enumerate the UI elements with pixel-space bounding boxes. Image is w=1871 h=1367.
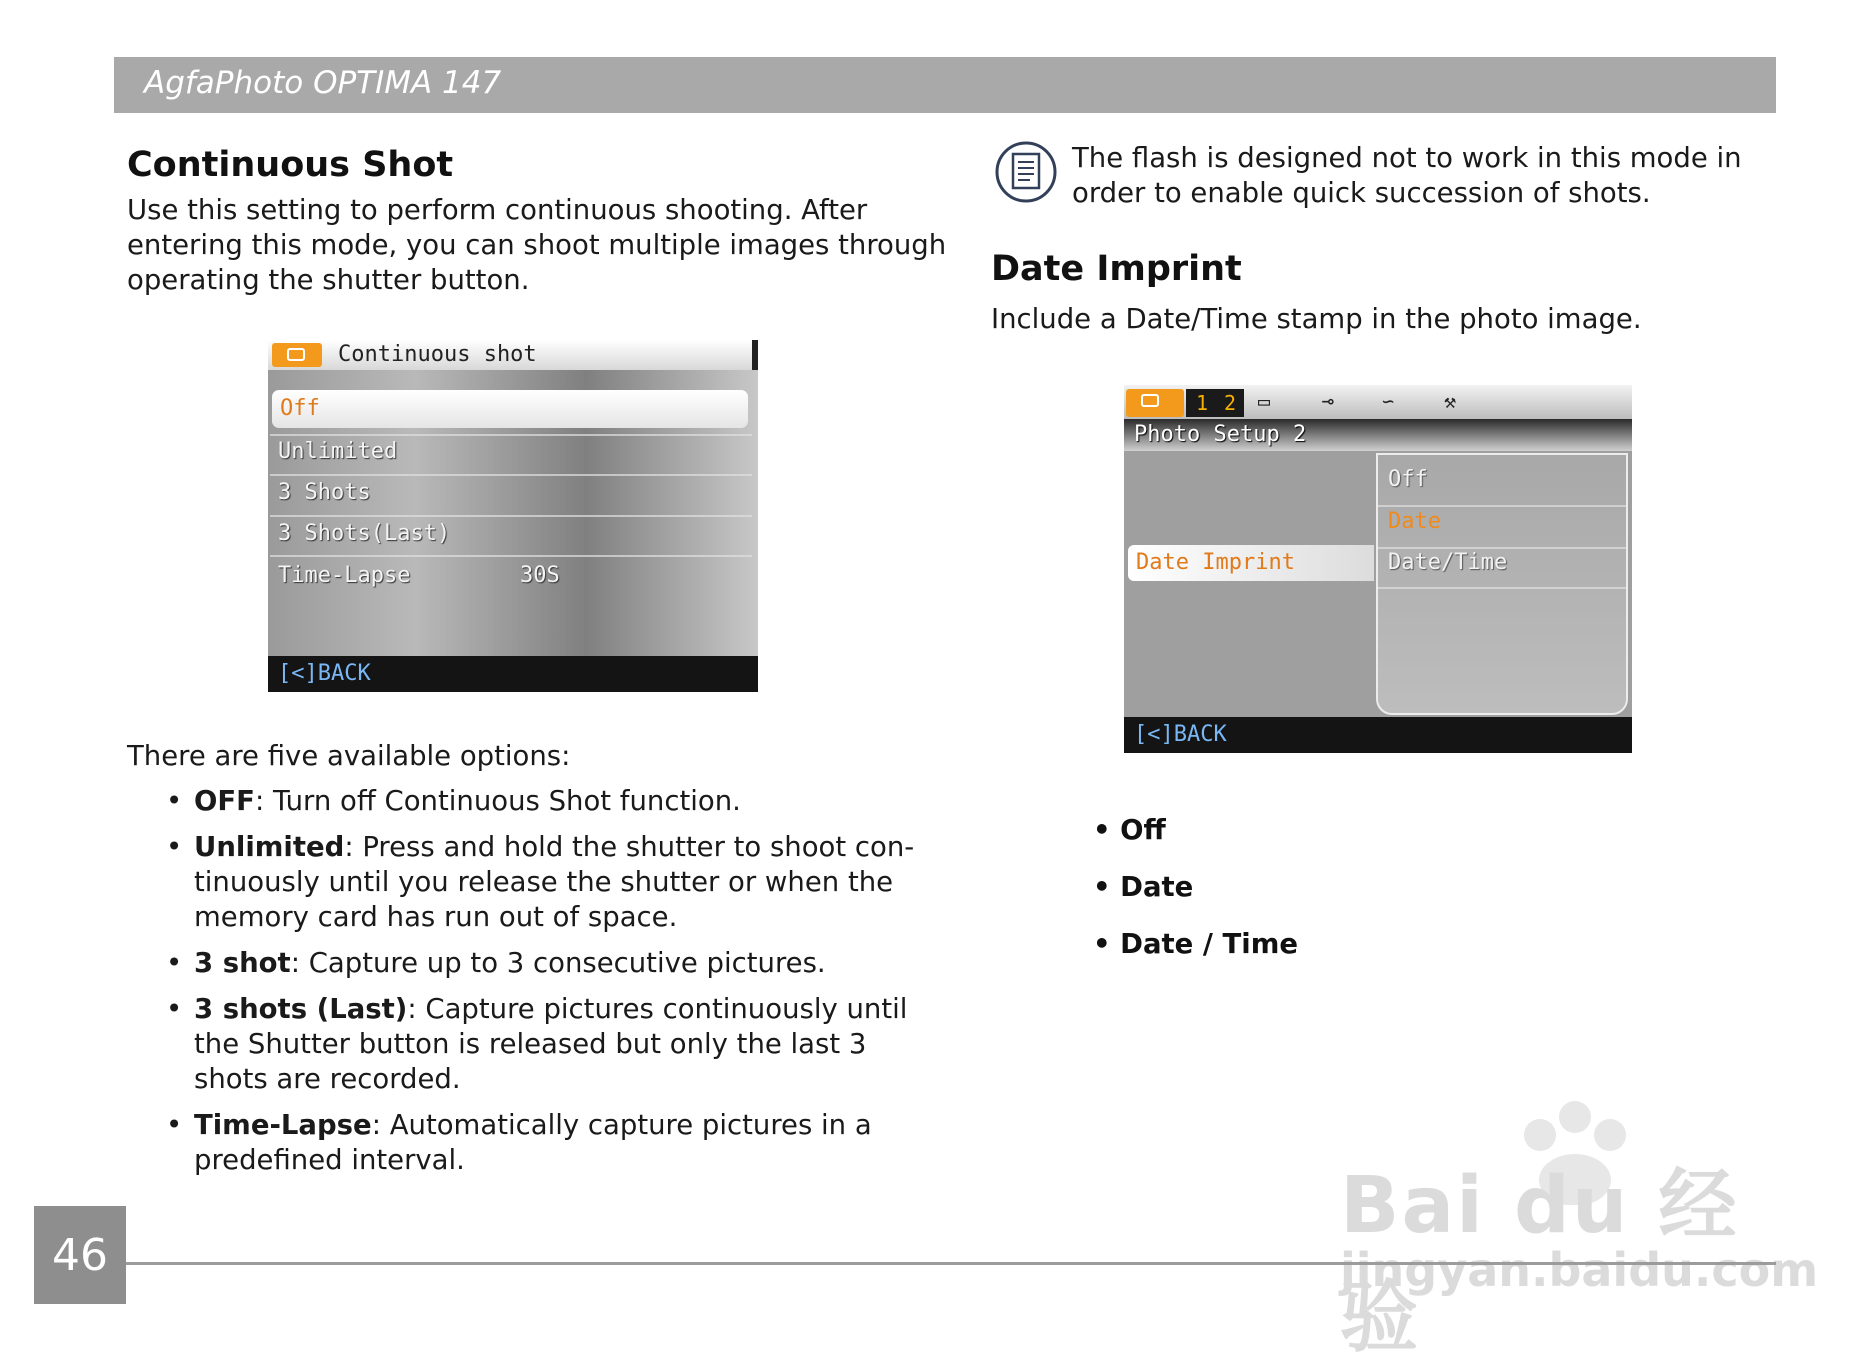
- menu-item-date-imprint: Date Imprint: [1128, 545, 1374, 581]
- continuous-shot-intro: [127, 193, 946, 298]
- date-imprint-intro: Include a Date/Time stamp in the photo image.: [991, 303, 1642, 335]
- divider: [1378, 505, 1626, 507]
- date-imprint-options-list: [1093, 813, 1298, 984]
- list-item: • Date / Time: [1093, 928, 1299, 960]
- note-line: order to enable quick succession of shots.: [1072, 177, 1651, 209]
- list-item: • Date: [1093, 871, 1194, 903]
- section-heading-date-imprint: Date Imprint: [991, 249, 1242, 289]
- manual-title: AgfaPhoto OPTIMA 147: [144, 65, 502, 101]
- watermark-brand: Bai du 经验: [1340, 1161, 1739, 1363]
- submenu-option-date-time: Date/Time: [1388, 550, 1508, 575]
- note-icon: [994, 140, 1058, 204]
- list-item: • Off: [1093, 814, 1166, 846]
- note-line: The flash is designed not to work in this mode in: [1072, 142, 1742, 174]
- submenu-panel: [1376, 453, 1628, 715]
- menu-option-3-shots: 3 Shots: [278, 480, 371, 505]
- divider: [1378, 547, 1626, 549]
- display-icon: ▭: [1258, 389, 1271, 413]
- submenu-option-off: Off: [1388, 467, 1428, 492]
- screen-title: Photo Setup 2: [1134, 422, 1307, 447]
- menu-option-off: Off: [272, 390, 748, 428]
- submenu-option-date: Date: [1388, 509, 1441, 534]
- camera-tab-icon: [1126, 389, 1184, 417]
- time-lapse-value: 30S: [520, 563, 560, 588]
- page-number: 46: [52, 1230, 108, 1281]
- list-item: • OFF: Turn off Continuous Shot function.: [166, 784, 926, 819]
- watermark-url: jingyan.baidu.com: [1340, 1243, 1819, 1297]
- key-icon: ⊸: [1322, 389, 1335, 413]
- flash-note: [1072, 141, 1742, 211]
- intro-line: operating the shutter button.: [127, 264, 530, 296]
- divider: [1378, 587, 1626, 589]
- back-bar: [268, 656, 758, 692]
- section-heading-continuous-shot: Continuous Shot: [127, 145, 454, 185]
- baidu-watermark: [1340, 1095, 1819, 1363]
- options-intro: There are five available options:: [127, 740, 571, 772]
- screen-title: Continuous shot: [338, 342, 537, 367]
- photo-setup-screen: [1124, 385, 1632, 753]
- screen-titlebar: [268, 340, 758, 370]
- list-item: • Unlimited: Press and hold the shutter to shoot con-tinuously until you release the shutter or when the memory card has run out of space.: [166, 830, 926, 935]
- menu-option-time-lapse: Time-Lapse 30S: [278, 563, 560, 588]
- tab-numbers: 1 2: [1186, 389, 1244, 417]
- tools-icon: ⚒: [1444, 389, 1457, 413]
- header-bar: [114, 57, 1776, 113]
- menu-option-unlimited: Unlimited: [278, 439, 398, 464]
- list-item: • 3 shots (Last): Capture pictures continuously until the Shutter button is released but only the last 3 shots are recorded.: [166, 992, 926, 1097]
- wave-icon: ∽: [1382, 389, 1395, 413]
- back-bar: [1124, 717, 1632, 753]
- intro-line: entering this mode, you can shoot multiple images through: [127, 229, 947, 261]
- screen-heading: [1124, 419, 1632, 451]
- list-item: • 3 shot: Capture up to 3 consecutive pictures.: [166, 946, 926, 981]
- continuous-shot-options-list: [166, 784, 926, 1189]
- back-label: [<]BACK: [1134, 722, 1227, 747]
- camera-icon: [272, 343, 322, 367]
- back-label: [<]BACK: [278, 661, 371, 686]
- screen-tabs: [1124, 385, 1632, 419]
- intro-line: Use this setting to perform continuous shooting. After: [127, 194, 868, 226]
- menu-option-3-shots-last: 3 Shots(Last): [278, 521, 451, 546]
- continuous-shot-screen: [268, 340, 758, 692]
- page-number-box: [34, 1206, 126, 1304]
- list-item: • Time-Lapse: Automatically capture pictures in a predefined interval.: [166, 1108, 926, 1178]
